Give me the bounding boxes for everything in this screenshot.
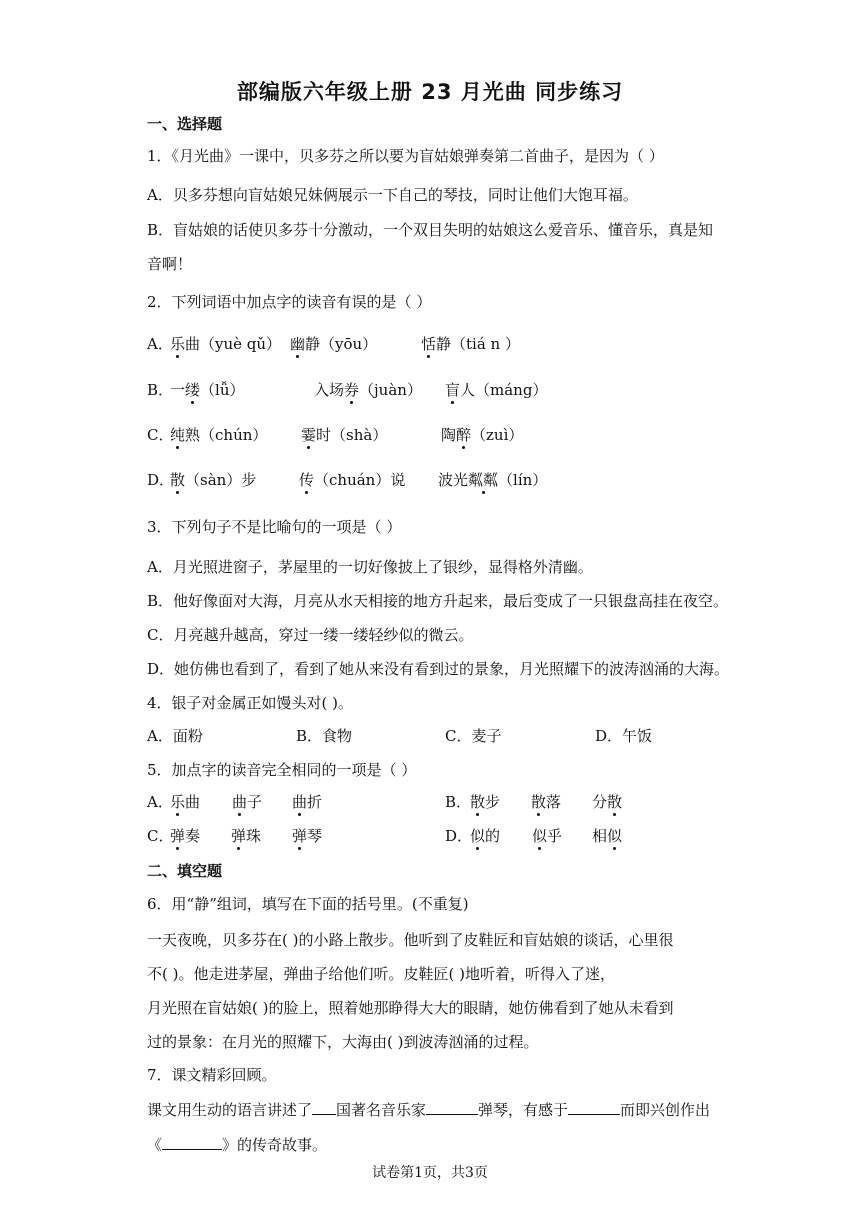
q5-b-word-1: 散步 (470, 793, 501, 811)
section-heading-fill: 二、填空题 (147, 862, 223, 880)
q5-a-word-3: 曲折 (292, 793, 323, 811)
q5-b-word-2: 散落 (531, 793, 562, 811)
q4-option-d: D．午饭 (595, 727, 653, 745)
q6-line-4: 过的景象：在月光的照耀下，大海由( )到波涛汹涌的过程。 (147, 1033, 539, 1051)
q2-c-label: C． (147, 426, 174, 444)
page-footer: 试卷第1页，共3页 (372, 1165, 488, 1181)
q3-option-c: C．月亮越升越高，穿过一缕一缕轻纱似的微云。 (147, 626, 474, 644)
q6-line-3: 月光照在盲姑娘( )的脸上，照着她那睁得大大的眼睛，她仿佛看到了她从未看到 (147, 999, 674, 1017)
q2-a-word-2: 幽静（yōu） (290, 335, 378, 353)
q4-option-b: B．食物 (296, 727, 353, 745)
q7-line-2: 《 》的传奇故事。 (147, 1136, 328, 1154)
q2-c-word-3: 陶醉（zuì） (441, 426, 524, 444)
q2-c-word-2: 霎时（shà） (301, 426, 388, 444)
q7-blank-musician[interactable] (426, 1099, 478, 1115)
q2-b-word-1: 一缕（lǚ） (170, 381, 245, 399)
q6-stem: 6．用“静”组词，填写在下面的括号里。(不重复) (147, 895, 469, 913)
q5-c-word-1: 弹奏 (170, 827, 201, 845)
q7-blank-title[interactable] (162, 1134, 222, 1150)
q2-b-word-3: 盲人（máng） (445, 381, 548, 399)
q3-option-d: D．她仿佛也看到了，看到了她从来没有看到过的景象，月光照耀下的波涛汹涌的大海。 (147, 660, 730, 678)
q2-d-label: D． (147, 471, 175, 489)
q2-a-label: A． (147, 335, 173, 353)
q4-option-a: A．面粉 (147, 727, 203, 745)
q1-option-b: B．盲姑娘的话使贝多芬十分激动，一个双目失明的姑娘这么爱音乐、懂音乐，真是知 (147, 221, 714, 239)
q2-b-word-2: 入场券（juàn） (314, 381, 422, 399)
q3-option-a: A．月光照进窗子，茅屋里的一切好像披上了银纱，显得格外清幽。 (147, 558, 593, 576)
q5-b-word-3: 分散 (592, 793, 623, 811)
q5-d-label: D． (445, 827, 473, 845)
q5-c-label: C． (147, 827, 174, 845)
q3-stem: 3．下列句子不是比喻句的一项是（ ） (147, 518, 402, 536)
q2-d-word-3: 波光粼粼（lín） (438, 471, 548, 489)
q4-stem: 4．银子对金属正如馒头对( )。 (147, 694, 354, 712)
q5-stem: 5．加点字的读音完全相同的一项是（ ） (147, 761, 417, 779)
q1-option-a: A．贝多芬想向盲姑娘兄妹俩展示一下自己的琴技，同时让他们大饱耳福。 (147, 186, 638, 204)
q4-option-c: C．麦子 (445, 727, 502, 745)
q5-d-word-3: 相似 (592, 827, 623, 845)
q5-c-word-3: 弹琴 (292, 827, 323, 845)
q2-a-word-1: 乐曲（yuè qǔ） (170, 335, 282, 353)
q5-d-word-2: 似乎 (532, 827, 563, 845)
q2-stem: 2．下列词语中加点字的读音有误的是（ ） (147, 293, 432, 311)
q7-stem: 7．课文精彩回顾。 (147, 1066, 277, 1084)
section-heading-choice: 一、选择题 (147, 115, 223, 133)
q5-a-word-2: 曲子 (232, 793, 263, 811)
q7-blank-country[interactable] (312, 1099, 336, 1115)
q3-option-b: B．他好像面对大海，月亮从水天相接的地方升起来，最后变成了一只银盘高挂在夜空。 (147, 592, 729, 610)
q6-line-2: 不( )。他走进茅屋，弹曲子给他们听。皮鞋匠( )地听着，听得入了迷， (147, 965, 615, 983)
q5-b-label: B． (445, 793, 472, 811)
page-title: 部编版六年级上册 23 月光曲 同步练习 (236, 80, 624, 104)
q5-a-label: A． (147, 793, 173, 811)
q1-stem: 1．《月光曲》一课中，贝多芬之所以要为盲姑娘弹奏第二首曲子，是因为（ ） (147, 147, 664, 165)
q7-line-1: 课文用生动的语言讲述了 国著名音乐家 弹琴，有感于 而即兴创作出 (147, 1101, 711, 1119)
q2-b-label: B． (147, 381, 174, 399)
q5-a-word-1: 乐曲 (170, 793, 201, 811)
q2-a-word-3: 恬静（tiá n ） (421, 335, 520, 353)
q5-c-word-2: 弹珠 (231, 827, 262, 845)
q6-line-1: 一天夜晚，贝多芬在( )的小路上散步。他听到了皮鞋匠和盲姑娘的谈话，心里很 (147, 931, 674, 949)
q5-d-word-1: 似的 (470, 827, 501, 845)
q2-d-word-1: 散（sàn）步 (170, 471, 257, 489)
q7-blank-inspiration[interactable] (568, 1099, 620, 1115)
q2-d-word-2: 传（chuán）说 (299, 471, 406, 489)
q1-option-b-cont: 音啊！ (147, 255, 193, 273)
q2-c-word-1: 纯熟（chún） (170, 426, 268, 444)
